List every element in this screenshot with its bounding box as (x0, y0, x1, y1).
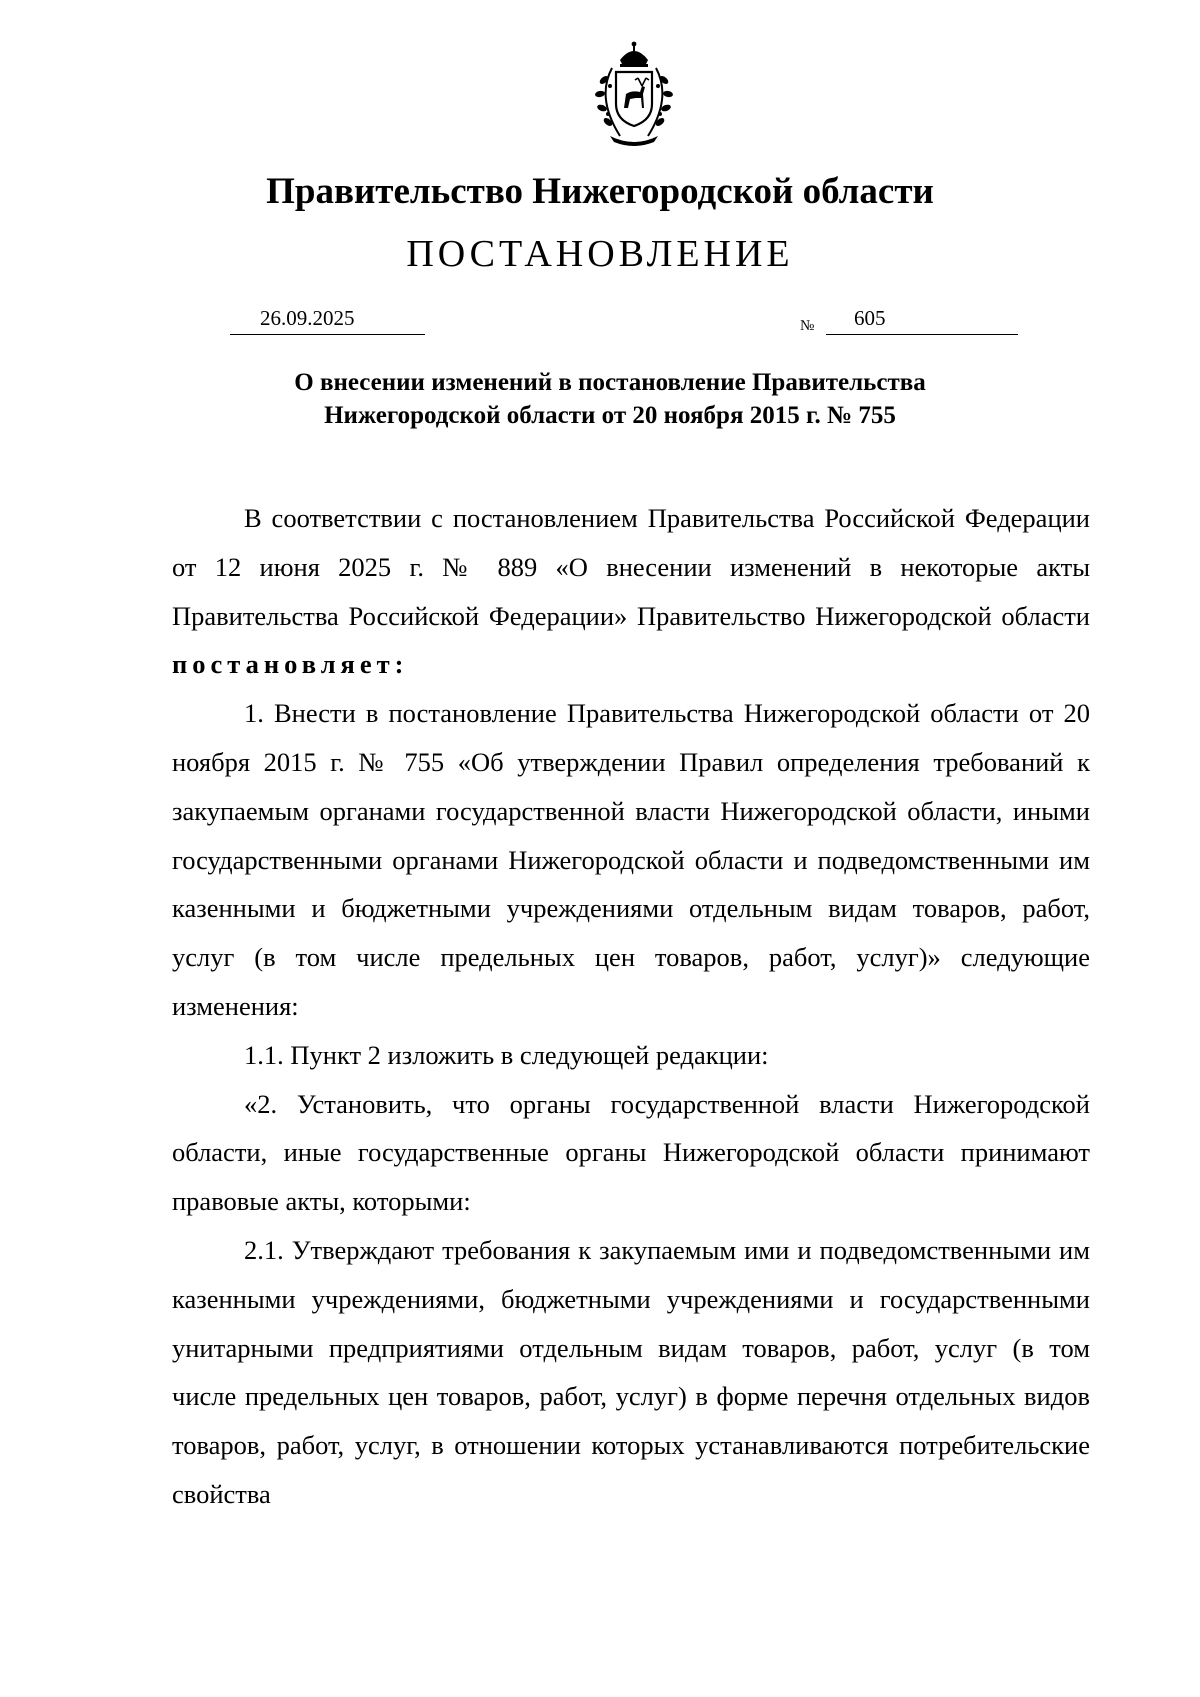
preamble-paragraph (172, 494, 1090, 689)
number-field (826, 306, 1018, 335)
document-subject (230, 366, 990, 432)
organization-title: Правительство Нижегородской области (266, 171, 934, 212)
number-label: № (800, 318, 815, 334)
nizhny-novgorod-coat-of-arms-icon (580, 38, 688, 150)
resolves-word: постановляет: (172, 649, 409, 680)
paragraph-quote-2: «2. Установить, что органы государственной власти Нижегородской области, иные государственные органы Нижегородской области принимают правовые акты, которыми: (172, 1088, 1090, 1217)
subject-line: О внесении изменений в постановление Правительства (294, 369, 926, 396)
preamble-text: В соответствии с постановлением Правительства Российской Федерации от 12 июня 2025 г. № 889 «О внесении изменений в некоторые акты Правительства Российской Федерации» Правительство Нижегородской области (172, 503, 1090, 631)
date-field (230, 306, 425, 335)
subject-line: Нижегородской области от 20 ноября 2015 г. № 755 (324, 402, 896, 429)
date-value: 26.09.2025 (260, 306, 355, 330)
paragraph-item-1-1: 1.1. Пункт 2 изложить в следующей редакции: (244, 1039, 769, 1070)
paragraph-item-2-1: 2.1. Утверждают требования к закупаемым ими и подведомственными им казенными учреждениями, бюджетными учреждениями и государственными унитарными предприятиями отдельным видам товаров, работ, услуг (в том числе предельных цен товаров, работ, услуг) в форме перечня отдельных видов товаров, работ, услуг, в отношении которых устанавливаются потребительские свойства (172, 1234, 1090, 1509)
document-type: ПОСТАНОВЛЕНИЕ (406, 233, 794, 275)
document-body (172, 494, 1090, 1519)
paragraph-item-1: 1. Внести в постановление Правительства Нижегородской области от 20 ноября 2015 г. № 755 «Об утверждении Правил определения требований к закупаемым органами государственной власти Нижегородской области, иными государственными органами Нижегородской области и подведомственными им казенными и бюджетными учреждениями отдельным видам товаров, работ, услуг (в том числе предельных цен товаров, работ, услуг)» следующие изменения: (172, 698, 1090, 1021)
number-value: 605 (854, 306, 886, 330)
